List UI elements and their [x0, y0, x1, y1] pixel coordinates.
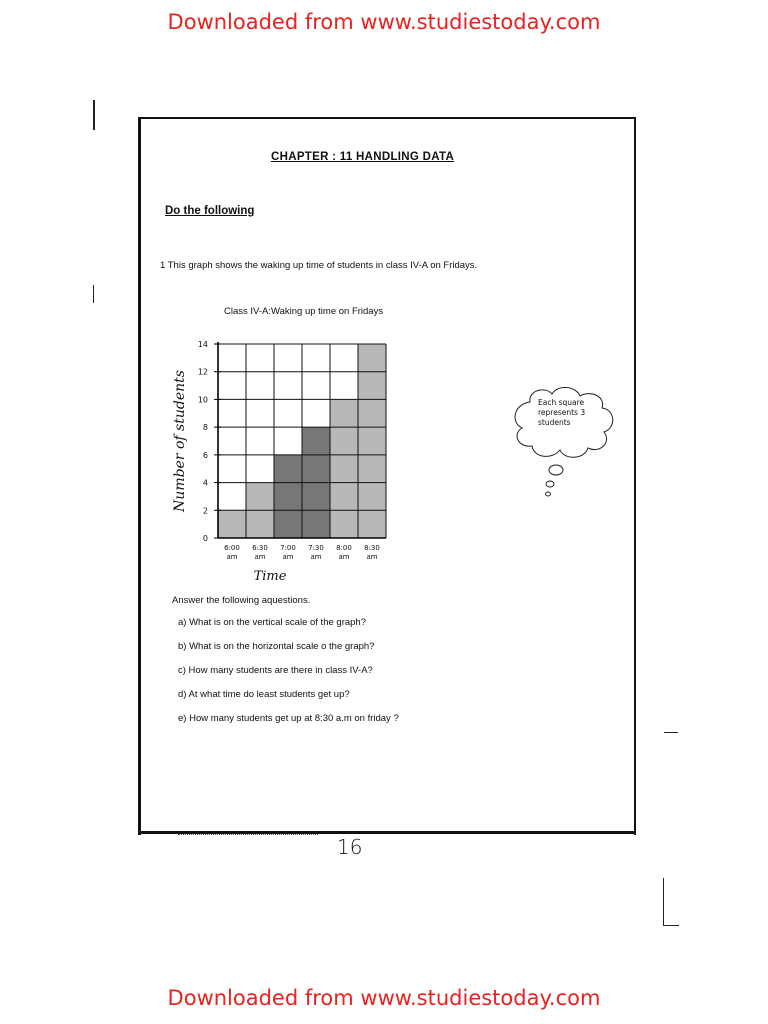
y-tick-label: 12 [197, 367, 208, 377]
y-tick-label: 14 [197, 340, 208, 349]
bar-chart [168, 330, 428, 590]
question-c: c) How many students are there in class IV-A? [178, 665, 373, 676]
section-heading: Do the following [165, 205, 255, 217]
chapter-title: CHAPTER : 11 HANDLING DATA [271, 151, 455, 163]
page-number: 16 [337, 835, 363, 859]
watermark-bottom: Downloaded from www.studiestoday.com [167, 986, 601, 1010]
y-tick-label: 2 [202, 506, 208, 516]
instructions: Answer the following aquestions. [172, 595, 311, 606]
question-e: e) How many students get up at 8:30 a.m on friday ? [178, 713, 399, 724]
y-axis-label: Number of students [172, 370, 188, 512]
x-tick-label: 8:30 [364, 544, 380, 552]
x-tick-label: am [338, 553, 350, 561]
x-tick-label: 7:00 [280, 544, 296, 552]
chart-title: Class IV-A:Waking up time on Fridays [224, 306, 384, 317]
scan-mark [93, 285, 94, 303]
x-axis-label: Time [253, 569, 287, 584]
x-tick-label: am [282, 553, 294, 561]
y-tick-label: 8 [202, 423, 208, 433]
bar [331, 399, 358, 538]
scan-mark [93, 100, 95, 130]
scan-mark [663, 878, 664, 926]
x-tick-label: 6:00 [224, 544, 240, 552]
watermark-top: Downloaded from www.studiestoday.com [167, 10, 601, 34]
footer-scribble [178, 834, 318, 837]
question-b: b) What is on the horizontal scale o the graph? [178, 641, 375, 652]
question-1-text: 1 This graph shows the waking up time of students in class IV-A on Fridays. [160, 260, 478, 271]
bar [359, 344, 386, 538]
x-tick-label: am [226, 553, 238, 561]
y-tick-label: 10 [197, 395, 208, 405]
x-tick-label: am [366, 553, 378, 561]
y-tick-label: 0 [202, 534, 208, 543]
bubble-note: Each square represents 3 students [538, 398, 586, 427]
x-tick-label: am [310, 553, 322, 561]
x-tick-label: 6:30 [252, 544, 268, 552]
x-tick-label: 7:30 [308, 544, 324, 552]
y-tick-label: 6 [202, 450, 208, 460]
scan-mark [663, 925, 679, 926]
question-list [178, 617, 399, 737]
x-tick-label: 8:00 [336, 544, 352, 552]
question-d: d) At what time do least students get up? [178, 689, 350, 700]
x-tick-label: am [254, 553, 266, 561]
scan-mark [664, 732, 678, 733]
y-tick-label: 4 [202, 478, 208, 488]
bar [219, 510, 246, 538]
question-a: a) What is on the vertical scale of the graph? [178, 617, 366, 628]
bar [275, 455, 302, 538]
